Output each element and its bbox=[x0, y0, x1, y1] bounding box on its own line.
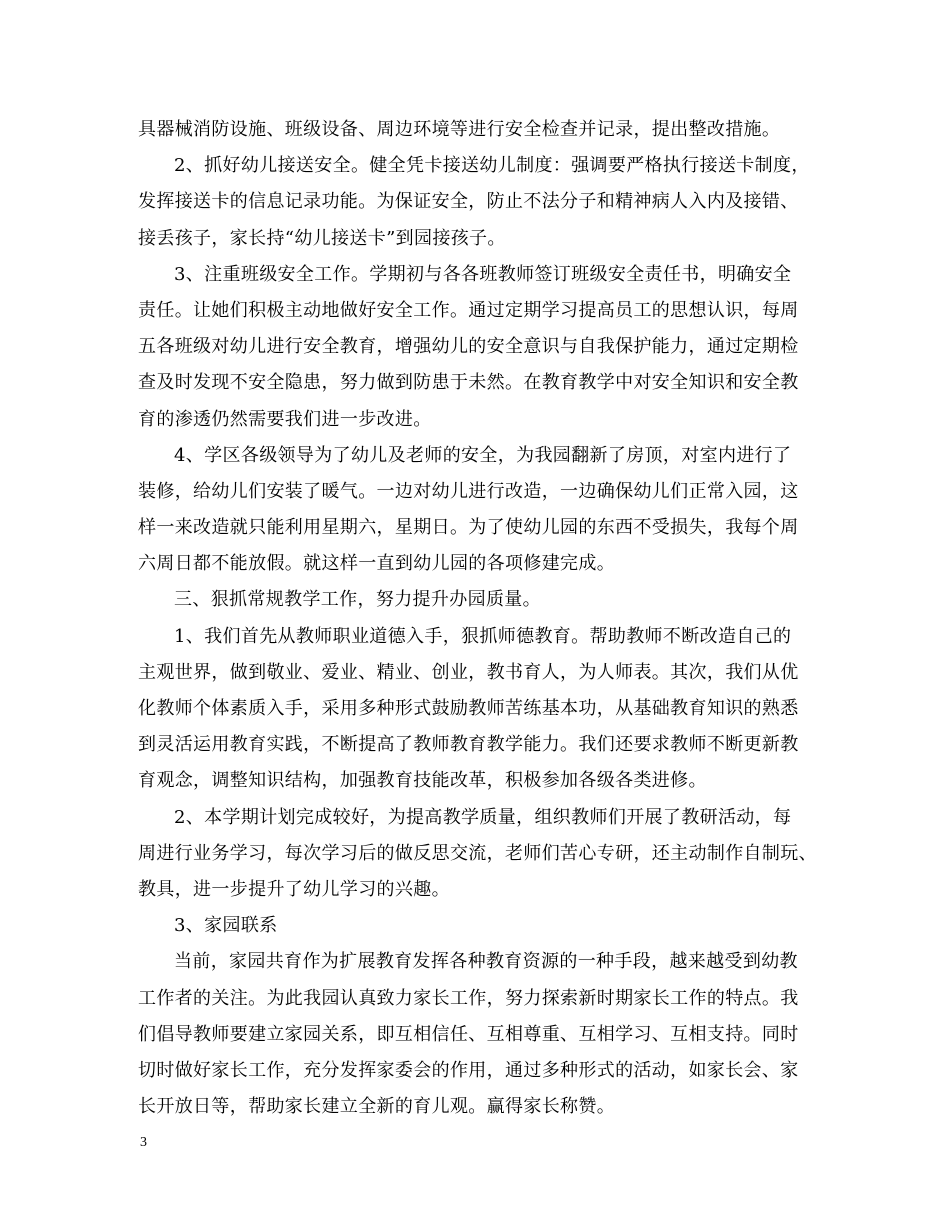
text-line: 工作者的关注。为此我园认真致力家长工作，努力探索新时期家长工作的特点。我 bbox=[138, 987, 799, 1009]
text-line: 4、学区各级领导为了幼儿及老师的安全，为我园翻新了房顶，对室内进行了 bbox=[174, 444, 792, 466]
body-text bbox=[138, 112, 818, 1125]
text-line: 2、本学期计划完成较好，为提高教学质量，组织教师们开展了教研活动，每 bbox=[174, 806, 792, 828]
text-line: 装修，给幼儿们安装了暖气。一边对幼儿进行改造，一边确保幼儿们正常入园，这 bbox=[138, 480, 799, 502]
text-line: 五各班级对幼儿进行安全教育，增强幼儿的安全意识与自我保护能力，通过定期检 bbox=[138, 336, 799, 358]
text-line: 化教师个体素质入手，采用多种形式鼓励教师苦练基本功，从基础教育知识的熟悉 bbox=[138, 698, 799, 719]
text-line: 三、狠抓常规教学工作，努力提升办园质量。 bbox=[174, 589, 541, 611]
text-line: 3、家园联系 bbox=[174, 915, 278, 937]
text-line: 查及时发现不安全隐患，努力做到防患于未然。在教育教学中对安全知识和安全教 bbox=[138, 372, 799, 394]
text-line: 主观世界，做到敬业、爱业、精业、创业，教书育人，为人师表。其次，我们从优 bbox=[138, 661, 799, 683]
text-line: 发挥接送卡的信息记录功能。为保证安全，防止不法分子和精神病人入内及接错、 bbox=[138, 191, 799, 213]
text-line: 教具，进一步提升了幼儿学习的兴趣。 bbox=[138, 878, 450, 900]
text-line: 3、注重班级安全工作。学期初与各各班教师签订班级安全责任书，明确安全 bbox=[174, 263, 792, 285]
text-line: 们倡导教师要建立家园关系，即互相信任、互相尊重、互相学习、互相支持。同时 bbox=[138, 1023, 799, 1045]
text-line: 责任。让她们积极主动地做好安全工作。通过定期学习提高员工的思想认识，每周 bbox=[138, 299, 799, 321]
text-line: 当前，家园共育作为扩展教育发挥各种教育资源的一种手段，越来越受到幼教 bbox=[174, 951, 798, 973]
text-line: 育观念，调整知识结构，加强教育技能改革，积极参加各级各类进修。 bbox=[138, 770, 707, 792]
text-line: 1、我们首先从教师职业道德入手，狠抓师德教育。帮助教师不断改造自己的 bbox=[174, 625, 792, 647]
text-line: 2、抓好幼儿接送安全。健全凭卡接送幼儿制度：强调要严格执行接送卡制度， bbox=[174, 155, 810, 177]
text-line: 到灵活运用教育实践，不断提高了教师教育教学能力。我们还要求教师不断更新教 bbox=[138, 734, 799, 756]
text-line: 六周日都不能放假。就这样一直到幼儿园的各项修建完成。 bbox=[138, 553, 616, 575]
text-line: 具器械消防设施、班级设备、周边环境等进行安全检查并记录，提出整改措施。 bbox=[138, 119, 781, 140]
text-line: 周进行业务学习，每次学习后的做反思交流，老师们苦心专研，还主动制作自制玩、 bbox=[138, 842, 817, 864]
text-line: 样一来改造就只能利用星期六，星期日。为了使幼儿园的东西不受损失，我每个周 bbox=[138, 517, 799, 539]
page-number: 3 bbox=[140, 1135, 147, 1150]
text-line: 长开放日等，帮助家长建立全新的育儿观。赢得家长称赞。 bbox=[138, 1096, 616, 1118]
text-line: 切时做好家长工作，充分发挥家委会的作用，通过多种形式的活动，如家长会、家 bbox=[138, 1059, 799, 1081]
text-line: 接丢孩子，家长持“幼儿接送卡”到园接孩子。 bbox=[138, 227, 506, 249]
text-line: 育的渗透仍然需要我们进一步改进。 bbox=[138, 408, 432, 430]
